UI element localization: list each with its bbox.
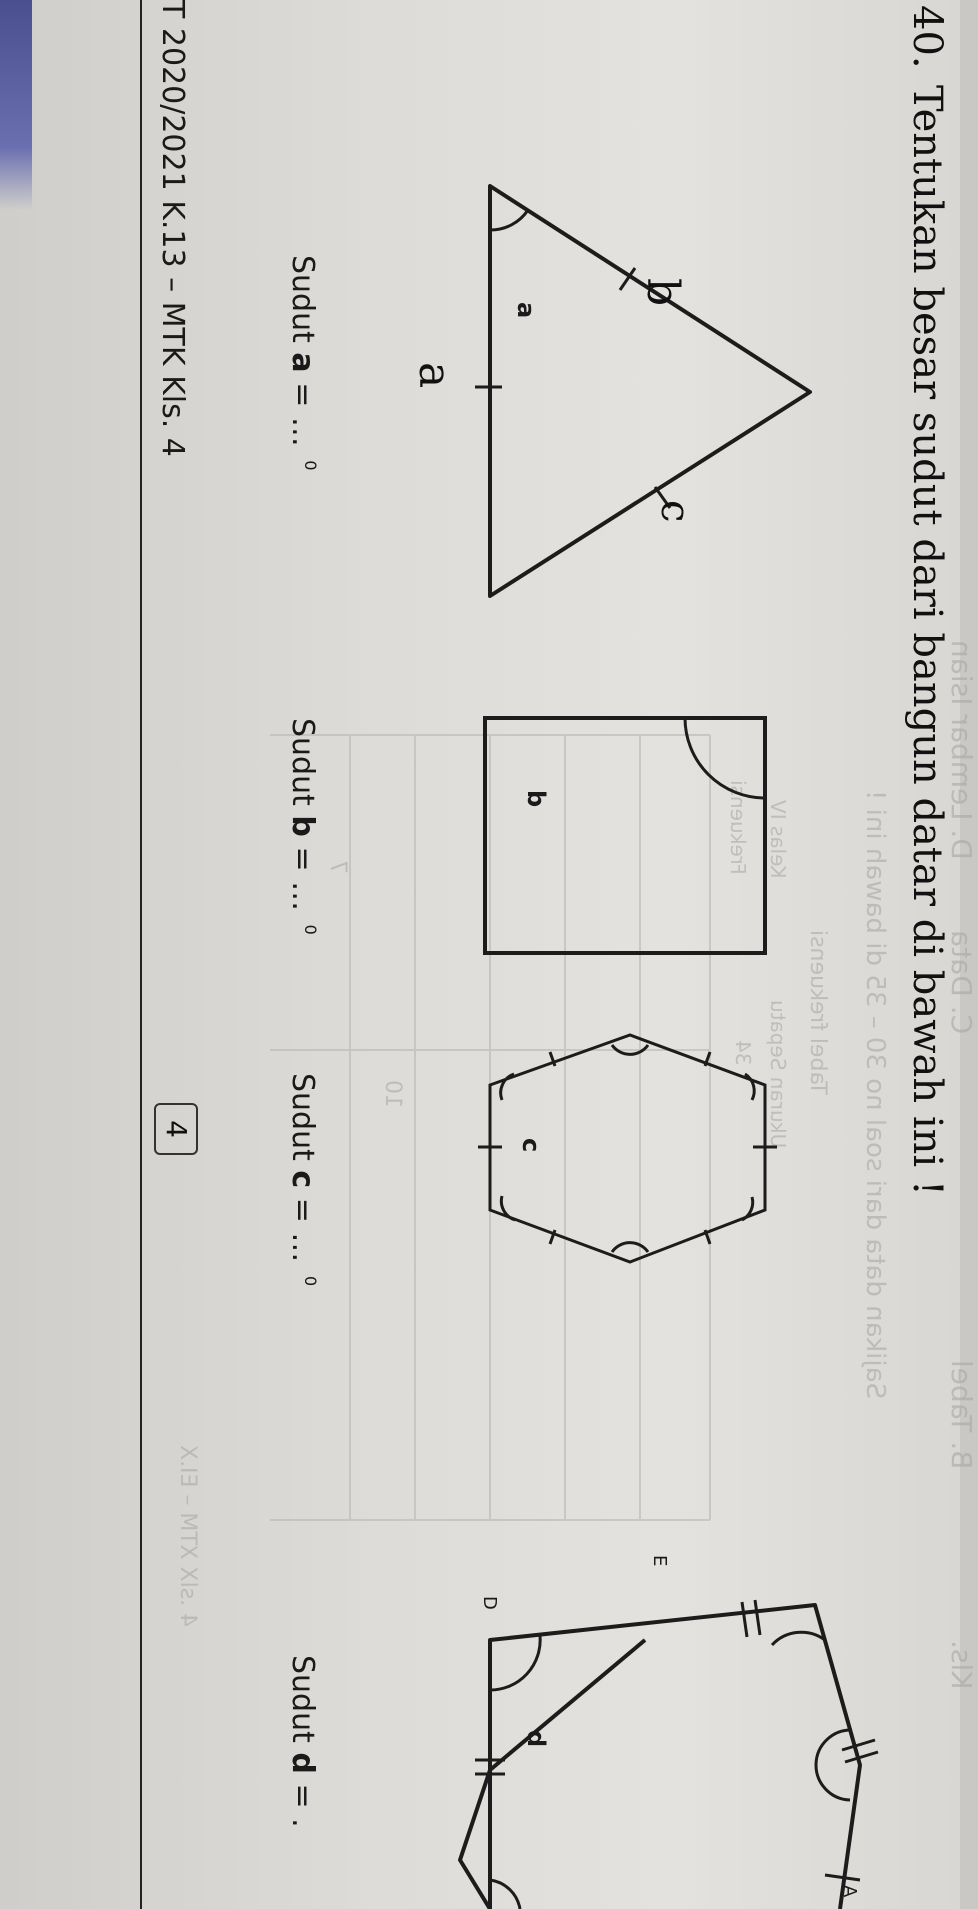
answer-variable: d xyxy=(285,1752,320,1774)
pentagon-angle-label: d xyxy=(522,1730,550,1748)
answer-variable: a xyxy=(285,352,320,373)
triangle-vertex-label: c xyxy=(652,500,698,523)
rectangle-angle-label: b xyxy=(522,790,550,808)
tick-mark xyxy=(742,1602,747,1637)
page-number: 4 xyxy=(154,1103,198,1155)
answer-b xyxy=(285,718,320,935)
triangle-vertex-label: b xyxy=(637,278,688,307)
bleed-through-text: B. Tabel xyxy=(945,1360,978,1470)
pentagon-vertex-label: A xyxy=(839,1885,860,1898)
triangle-vertex-label: a xyxy=(409,362,460,389)
tick-mark xyxy=(845,1752,878,1762)
answer-variable: b xyxy=(285,815,320,837)
pentagon-vertex-label: E xyxy=(649,1555,670,1567)
pentagon-vertex-label: D xyxy=(479,1596,500,1610)
answer-prefix: Sudut xyxy=(285,255,320,353)
tick-mark xyxy=(842,1740,875,1750)
pentagon-shape xyxy=(490,1605,860,1909)
bleed-through-text: C. Data xyxy=(945,930,978,1035)
angle-arc xyxy=(612,1243,648,1252)
degree-mark: 0 xyxy=(301,924,320,935)
answer-blank: = … xyxy=(285,1188,320,1272)
question-number: 40. xyxy=(904,5,950,69)
answer-blank: = … xyxy=(285,836,320,921)
bleed-through-text: D. Lembar Isian xyxy=(945,640,978,860)
bleed-through-text: Kelas IV xyxy=(766,800,790,879)
bleed-through-text: Frekuensi xyxy=(726,780,750,875)
angle-arc xyxy=(772,1632,825,1645)
angle-arc xyxy=(612,1045,648,1054)
triangle-figure xyxy=(475,186,810,596)
angle-arc-a xyxy=(490,210,528,230)
hexagon-angle-label: c xyxy=(517,1138,545,1153)
answer-prefix: Sudut xyxy=(285,1655,320,1753)
rectangle-figure xyxy=(485,718,765,953)
degree-mark: 0 xyxy=(301,1275,320,1287)
triangle-angle-label: a xyxy=(512,302,540,319)
angle-arc-d xyxy=(490,1636,540,1690)
answer-prefix: Sudut xyxy=(285,718,320,816)
bleed-through-text: Kls. xyxy=(945,1640,978,1690)
angle-arc xyxy=(490,1880,520,1909)
tick-mark xyxy=(755,1600,760,1635)
answer-d xyxy=(285,1655,320,1828)
bleed-through-text: Tabel frekuensi xyxy=(805,930,830,1095)
answer-blank: = … xyxy=(285,372,320,457)
answer-variable: c xyxy=(285,1170,320,1189)
footer-divider xyxy=(140,0,142,1909)
answer-c xyxy=(285,1073,320,1286)
bleed-through-text: 7 xyxy=(325,860,350,874)
answer-blank: = . xyxy=(285,1773,320,1828)
bleed-through-text: 4 .slX XTM – EI.X xyxy=(175,1445,200,1628)
bleed-through-text: Sajikan data dari soal no 30 – 35 di bawah ini ! xyxy=(860,790,890,1400)
angle-arc xyxy=(816,1730,852,1800)
triangle-shape xyxy=(490,186,810,596)
bleed-through-text: 10 xyxy=(380,1080,405,1108)
answer-a xyxy=(285,255,320,471)
bleed-through-text: Ukuran Sepatu xyxy=(766,1000,790,1149)
rectangle-shape xyxy=(485,718,765,953)
answer-prefix: Sudut xyxy=(285,1073,320,1171)
angle-arc-b xyxy=(685,718,765,798)
bleed-through-text: 34 xyxy=(731,1040,755,1066)
question-instruction: Tentukan besar sudut dari bangun datar di bawah ini ! xyxy=(904,85,950,1196)
degree-mark: 0 xyxy=(301,460,320,471)
footer-text: T 2020/2021 K.13 – MTK Kls. 4 xyxy=(155,0,190,457)
